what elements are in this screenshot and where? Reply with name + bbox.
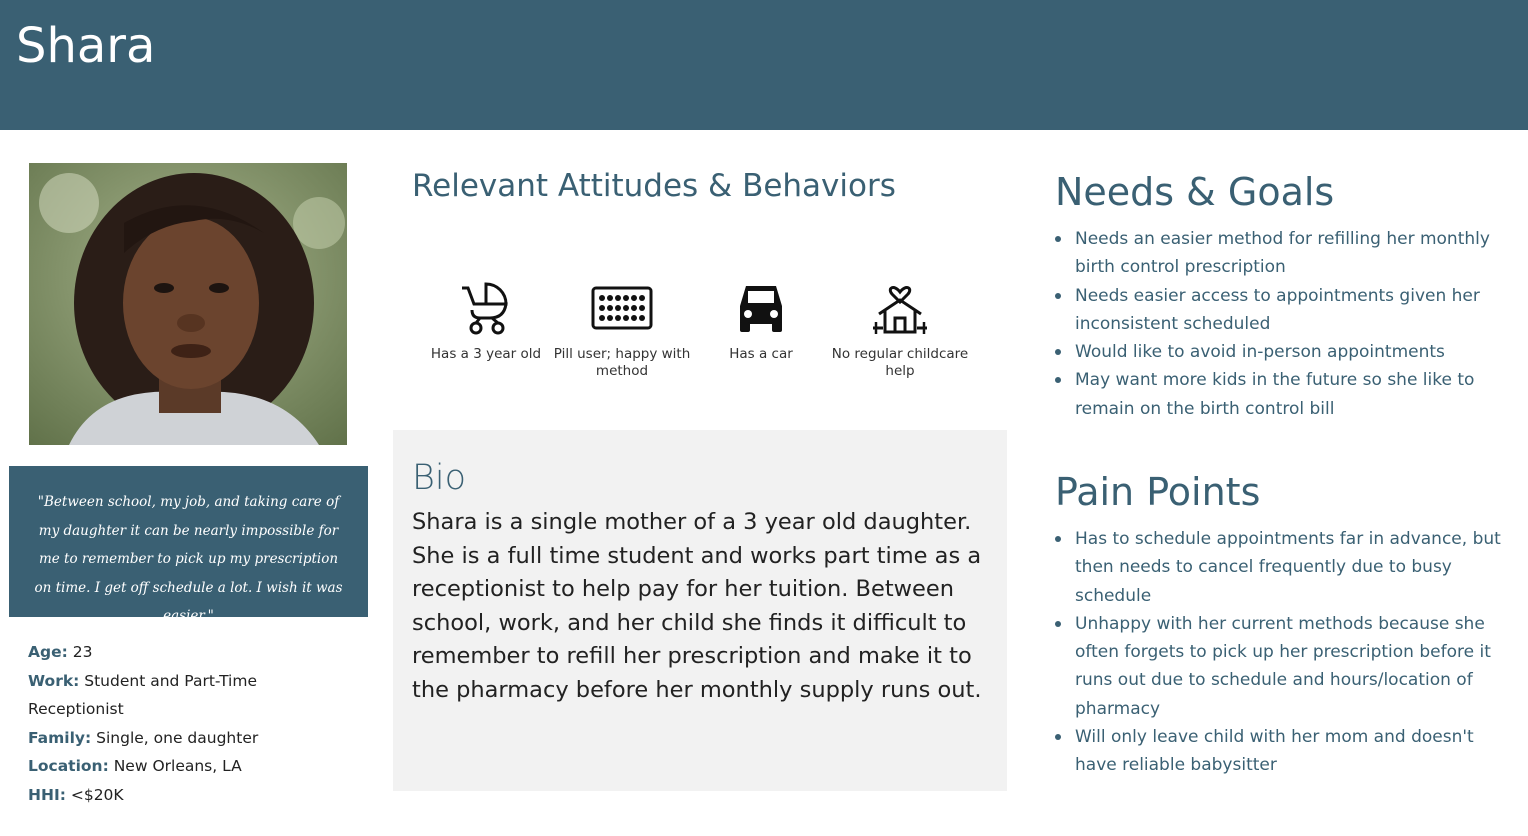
attitude-item-child xyxy=(416,278,556,363)
fact-age: Age: 23 xyxy=(28,643,93,661)
house-heart-icon xyxy=(871,278,929,336)
portrait-photo xyxy=(29,163,347,445)
fact-family: Family: Single, one daughter xyxy=(28,728,259,747)
persona-name: Shara xyxy=(16,18,156,74)
attitude-caption: No regular childcare help xyxy=(831,346,969,379)
list-item: Needs an easier method for refilling her monthly birth control prescription xyxy=(1055,225,1515,282)
attitude-item-pill xyxy=(552,278,692,380)
persona-facts xyxy=(28,638,368,809)
list-item: Has to schedule appointments far in advance, but then needs to cancel frequently due to busy schedule xyxy=(1055,525,1515,610)
attitude-item-childcare xyxy=(830,278,970,380)
attitude-caption: Pill user; happy with method xyxy=(553,346,691,379)
fact-location: Location: New Orleans, LA xyxy=(28,757,242,775)
needs-title: Needs & Goals xyxy=(1055,170,1335,214)
car-icon xyxy=(736,278,786,336)
stroller-icon xyxy=(458,278,514,336)
fact-work: Work: Student and Part-Time Receptionist xyxy=(28,671,258,718)
list-item: Would like to avoid in-person appointments xyxy=(1055,338,1515,366)
needs-list xyxy=(1055,225,1515,423)
list-item: May want more kids in the future so she like to remain on the birth control bill xyxy=(1055,366,1515,423)
pill-pack-icon xyxy=(591,278,653,336)
attitudes-title: Relevant Attitudes & Behaviors xyxy=(412,168,896,204)
bio-text: Shara is a single mother of a 3 year old daughter. She is a full time student and works part time as a receptionist to help pay for her tuition. Between school, work, and her child she finds it difficult to remember to refill her prescription and make it to the pharmacy before her monthly supply runs out. xyxy=(412,509,982,703)
list-item: Will only leave child with her mom and doesn't have reliable babysitter xyxy=(1055,723,1515,780)
header-banner xyxy=(0,0,1528,130)
list-item: Unhappy with her current methods because she often forgets to pick up her prescription before it runs out due to schedule and hours/location of pharmacy xyxy=(1055,610,1515,723)
persona-quote: "Between school, my job, and taking care of my daughter it can be nearly impossible for me to remember to pick up my prescription on time. I get off schedule a lot. I wish it was easier." xyxy=(9,466,368,617)
pain-title: Pain Points xyxy=(1055,470,1261,514)
attitude-item-car xyxy=(691,278,831,363)
list-item: Needs easier access to appointments given her inconsistent scheduled xyxy=(1055,282,1515,339)
bio-title: Bio xyxy=(412,458,467,498)
pain-list xyxy=(1055,525,1515,780)
attitude-caption: Has a 3 year old xyxy=(430,346,542,362)
fact-hhi: HHI: <$20K xyxy=(28,785,124,804)
bio-panel xyxy=(393,430,1007,791)
attitude-caption: Has a car xyxy=(729,346,793,362)
